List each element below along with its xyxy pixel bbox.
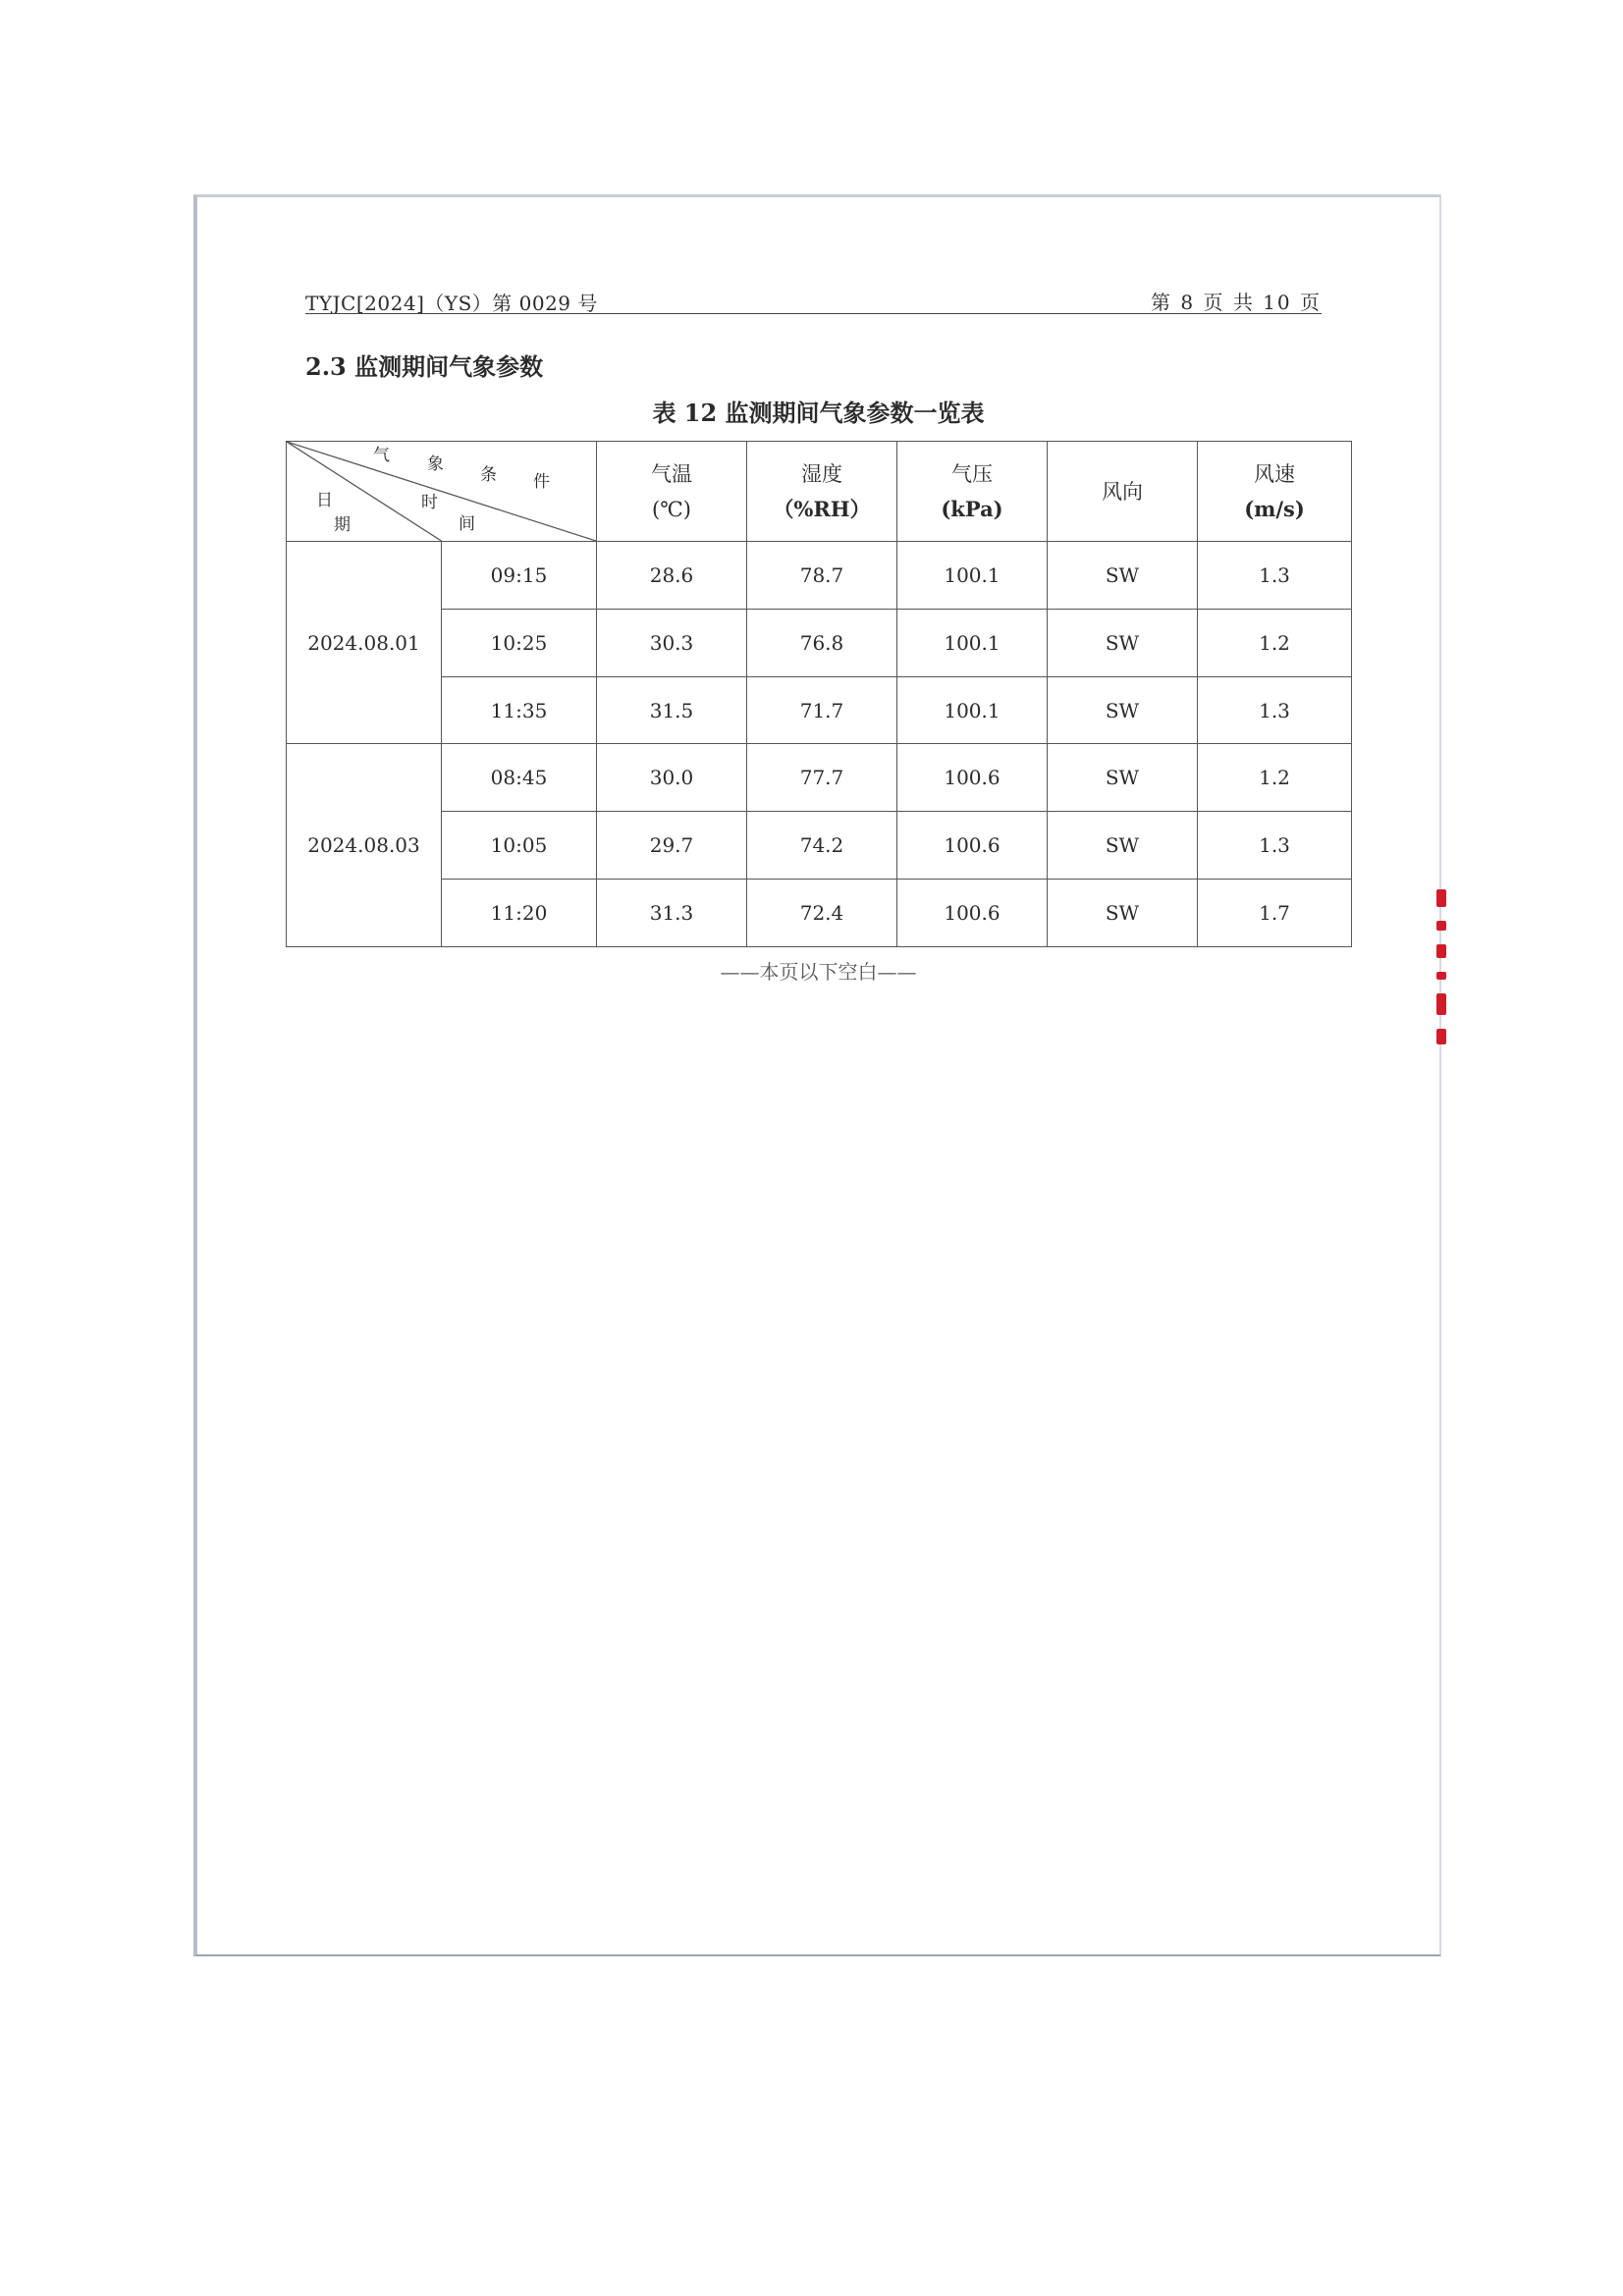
seal-fragment — [1436, 972, 1446, 980]
seal-fragment — [1436, 921, 1446, 931]
table-row — [287, 542, 1352, 610]
corner-label: 条 — [480, 465, 497, 485]
table-caption: 表 12 监测期间气象参数一览表 — [652, 399, 985, 427]
time-cell: 11:20 — [442, 880, 597, 947]
pressure-cell: 100.1 — [897, 676, 1048, 744]
humidity-cell: 72.4 — [747, 880, 897, 947]
pressure-cell: 100.6 — [897, 880, 1048, 947]
humidity-cell: 76.8 — [747, 609, 897, 676]
wind-speed-cell: 1.2 — [1198, 744, 1352, 812]
column-header-temperature: 气温 (℃) — [597, 442, 747, 542]
weather-parameter-table — [286, 441, 1352, 947]
corner-label: 间 — [459, 514, 475, 534]
pressure-cell: 100.1 — [897, 542, 1048, 610]
seal-fragment — [1436, 993, 1446, 1015]
table-row — [287, 880, 1352, 947]
wind-speed-cell: 1.3 — [1198, 676, 1352, 744]
document-page — [193, 194, 1441, 1956]
wind-direction-cell: SW — [1048, 744, 1198, 812]
time-cell: 09:15 — [442, 542, 597, 610]
humidity-cell: 78.7 — [747, 542, 897, 610]
pressure-cell: 100.6 — [897, 744, 1048, 812]
blank-page-note: ——本页以下空白—— — [720, 960, 917, 984]
corner-label: 象 — [427, 454, 444, 474]
section-title: 2.3 监测期间气象参数 — [305, 352, 544, 381]
table-row — [287, 744, 1352, 812]
pressure-cell: 100.1 — [897, 609, 1048, 676]
table-row — [287, 812, 1352, 880]
wind-direction-cell: SW — [1048, 676, 1198, 744]
date-cell: 2024.08.03 — [287, 744, 442, 947]
wind-direction-cell: SW — [1048, 542, 1198, 610]
table-row — [287, 676, 1352, 744]
header-rule — [305, 313, 1322, 314]
date-cell: 2024.08.01 — [287, 542, 442, 744]
page-indicator: 第 8 页 共 10 页 — [1151, 291, 1322, 314]
corner-label: 时 — [421, 493, 438, 512]
corner-label: 期 — [334, 515, 351, 535]
temperature-cell: 31.5 — [597, 676, 747, 744]
seal-fragment — [1436, 889, 1446, 907]
time-cell: 11:35 — [442, 676, 597, 744]
temperature-cell: 30.0 — [597, 744, 747, 812]
column-header-pressure: 气压 (kPa) — [897, 442, 1048, 542]
wind-direction-cell: SW — [1048, 880, 1198, 947]
humidity-cell: 74.2 — [747, 812, 897, 880]
wind-speed-cell: 1.2 — [1198, 609, 1352, 676]
corner-label: 日 — [316, 491, 333, 510]
temperature-cell: 28.6 — [597, 542, 747, 610]
red-seal-edge — [1436, 889, 1450, 1058]
corner-label: 件 — [533, 472, 550, 492]
wind-speed-cell: 1.3 — [1198, 812, 1352, 880]
humidity-cell: 71.7 — [747, 676, 897, 744]
temperature-cell: 31.3 — [597, 880, 747, 947]
time-cell: 08:45 — [442, 744, 597, 812]
column-header-humidity: 湿度 （%RH） — [747, 442, 897, 542]
humidity-cell: 77.7 — [747, 744, 897, 812]
table-header-row — [287, 442, 1352, 542]
time-cell: 10:05 — [442, 812, 597, 880]
column-header-wind-direction: 风向 — [1048, 442, 1198, 542]
temperature-cell: 30.3 — [597, 609, 747, 676]
time-cell: 10:25 — [442, 609, 597, 676]
wind-direction-cell: SW — [1048, 609, 1198, 676]
seal-fragment — [1436, 1029, 1446, 1044]
pressure-cell: 100.6 — [897, 812, 1048, 880]
temperature-cell: 29.7 — [597, 812, 747, 880]
corner-label: 气 — [373, 446, 390, 465]
wind-speed-cell: 1.3 — [1198, 542, 1352, 610]
column-header-wind-speed: 风速 (m/s) — [1198, 442, 1352, 542]
table-row — [287, 609, 1352, 676]
wind-speed-cell: 1.7 — [1198, 880, 1352, 947]
seal-fragment — [1436, 944, 1446, 958]
diagonal-corner-header — [287, 442, 597, 542]
document-number: TYJC[2024]（YS）第 0029 号 — [305, 292, 598, 315]
wind-direction-cell: SW — [1048, 812, 1198, 880]
